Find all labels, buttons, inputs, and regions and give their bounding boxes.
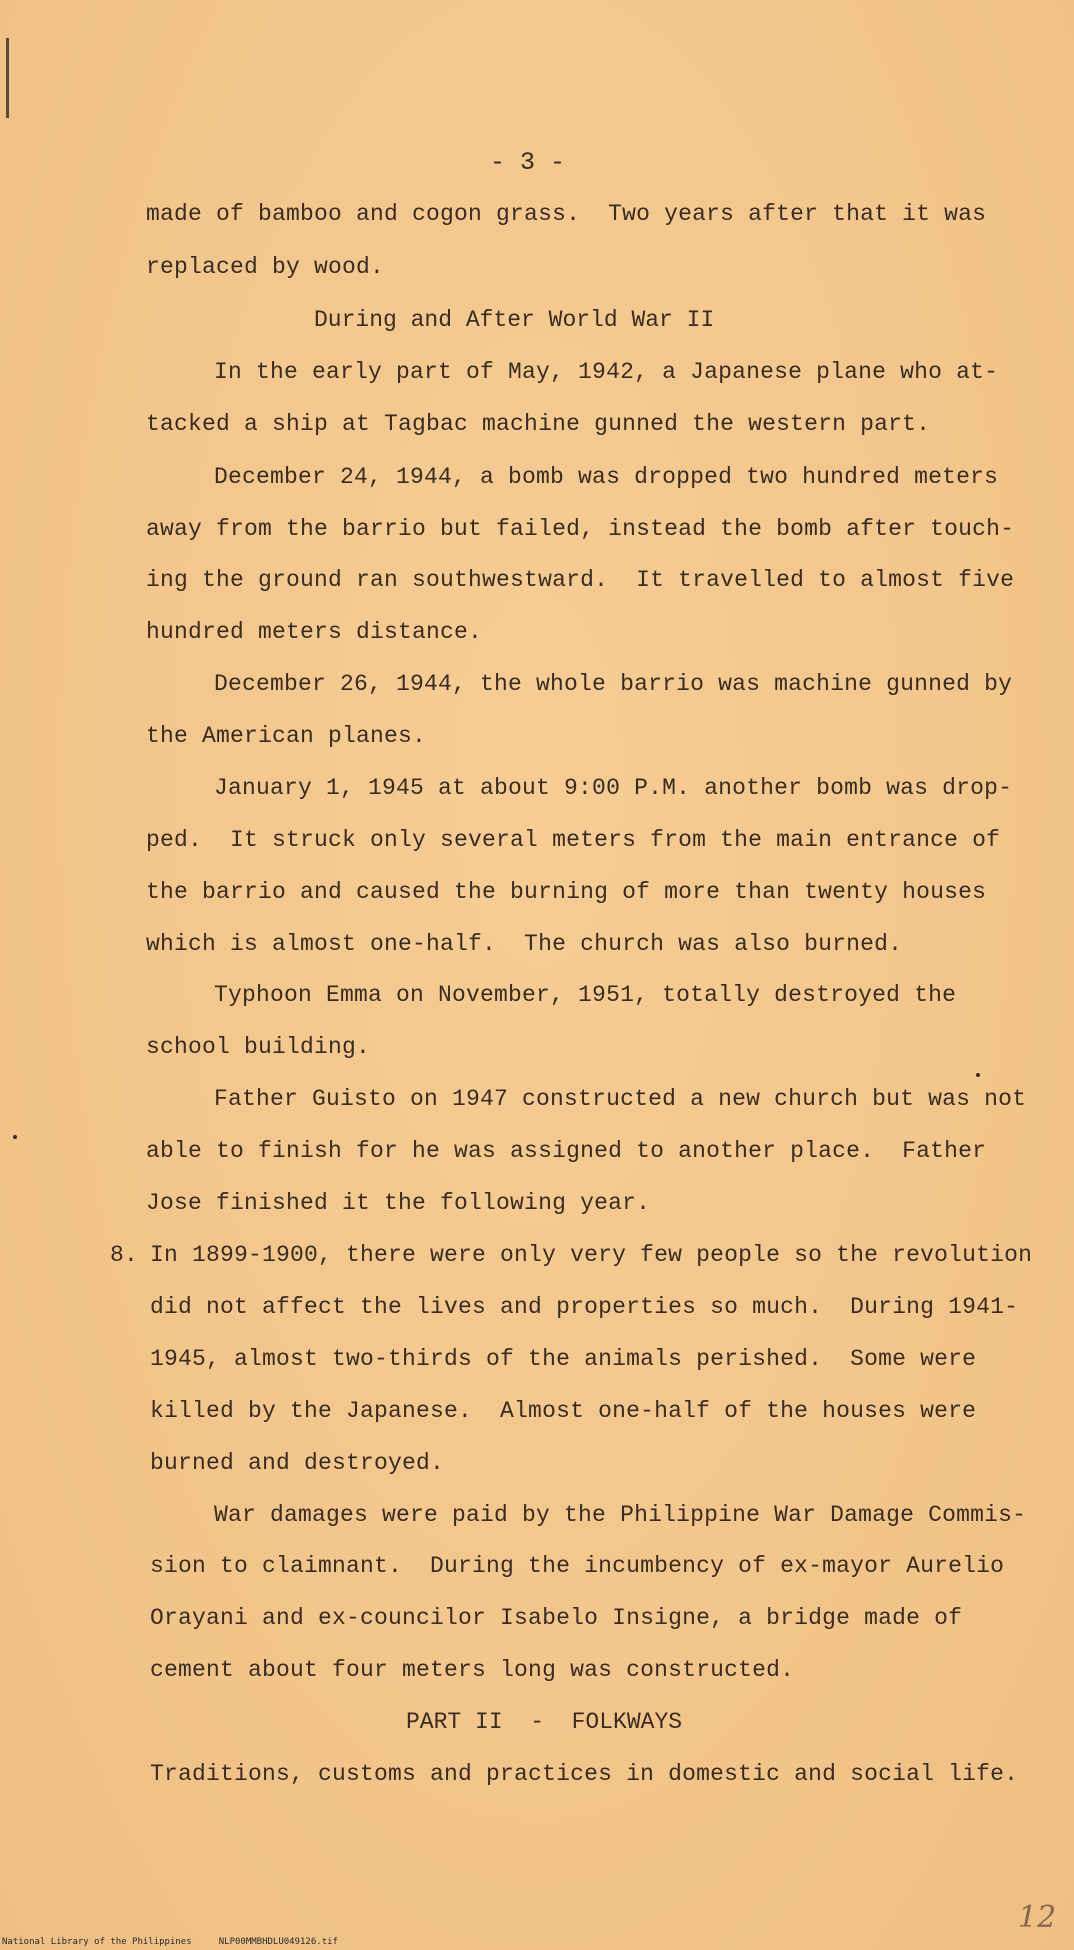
archive-footer: National Library of the Philippines NLP00MMBHDLU049126.tif — [2, 1937, 338, 1947]
text-line: the American planes. — [146, 723, 427, 749]
text-line: War damages were paid by the Philippine War Damage Commis- — [214, 1502, 1027, 1528]
item-number: 8. — [110, 1242, 139, 1268]
text-line: January 1, 1945 at about 9:00 P.M. another bomb was drop- — [214, 775, 1013, 801]
text-line: hundred meters distance. — [146, 619, 483, 645]
text-line: sion to claimnant. During the incumbency of ex-mayor Aurelio — [150, 1553, 1005, 1579]
text-line: the barrio and caused the burning of more than twenty houses — [146, 879, 987, 905]
text-line: school building. — [146, 1034, 371, 1060]
text-line: did not affect the lives and properties so much. During 1941- — [150, 1294, 1019, 1320]
text-line: ped. It struck only several meters from the main entrance of — [146, 827, 1001, 853]
text-line: ing the ground ran southwestward. It travelled to almost five — [146, 567, 1015, 593]
text-line: replaced by wood. — [146, 254, 385, 280]
text-line: which is almost one-half. The church was also burned. — [146, 931, 903, 957]
text-line: December 24, 1944, a bomb was dropped two hundred meters — [214, 464, 999, 490]
text-line: December 26, 1944, the whole barrio was machine gunned by — [214, 671, 1013, 697]
text-line: Typhoon Emma on November, 1951, totally destroyed the — [214, 982, 957, 1008]
ink-spot — [13, 1135, 17, 1139]
text-line: 1945, almost two-thirds of the animals perished. Some were — [150, 1346, 977, 1372]
text-line: tacked a ship at Tagbac machine gunned the western part. — [146, 411, 931, 437]
text-line: Traditions, customs and practices in domestic and social life. — [150, 1761, 1019, 1787]
text-line: able to finish for he was assigned to another place. Father — [146, 1138, 987, 1164]
text-line: Jose finished it the following year. — [146, 1190, 651, 1216]
text-line: killed by the Japanese. Almost one-half of the houses were — [150, 1398, 977, 1424]
ink-spot — [976, 1073, 980, 1077]
page-number: - 3 - — [490, 148, 566, 177]
text-line: burned and destroyed. — [150, 1450, 445, 1476]
text-line: In the early part of May, 1942, a Japanese plane who at- — [214, 359, 999, 385]
handwritten-page-mark: 12 — [1018, 1900, 1057, 1935]
text-line: made of bamboo and cogon grass. Two years after that it was — [146, 201, 987, 227]
text-line: In 1899-1900, there were only very few people so the revolution — [150, 1242, 1033, 1268]
margin-mark — [6, 38, 9, 118]
text-line: Father Guisto on 1947 constructed a new church but was not — [214, 1086, 1027, 1112]
text-line: away from the barrio but failed, instead the bomb after touch- — [146, 516, 1015, 542]
part-heading: PART II - FOLKWAYS — [406, 1709, 683, 1735]
text-line: cement about four meters long was constructed. — [150, 1657, 795, 1683]
text-line: Orayani and ex-councilor Isabelo Insigne, a bridge made of — [150, 1605, 963, 1631]
section-heading: During and After World War II — [314, 307, 715, 333]
